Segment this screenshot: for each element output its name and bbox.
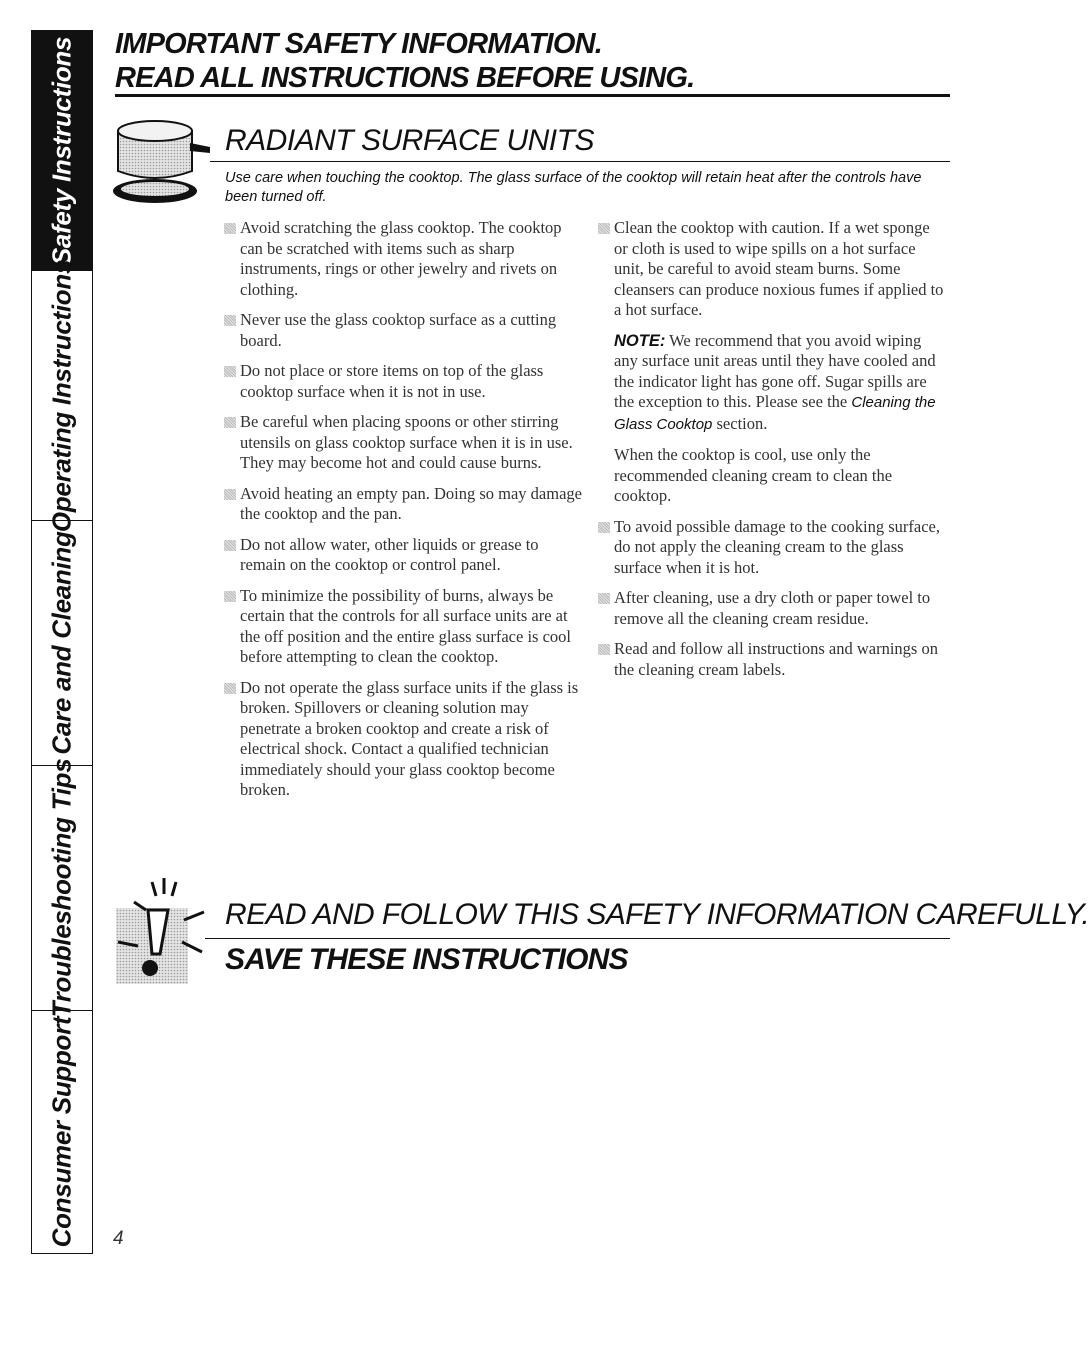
tab-troubleshooting-tips[interactable]	[32, 758, 92, 1018]
tab-label: Operating Instructions	[46, 259, 77, 532]
tab-label: Safety Instructions	[46, 36, 77, 265]
tab-safety-instructions[interactable]	[32, 30, 92, 270]
page-header	[115, 27, 694, 95]
header-line-1: IMPORTANT SAFETY INFORMATION.	[115, 28, 602, 60]
bullet-icon	[224, 489, 236, 500]
tab-care-and-cleaning[interactable]	[32, 520, 92, 765]
bullet-icon	[224, 366, 236, 377]
bullet-icon	[224, 591, 236, 602]
list-item: Never use the glass cooktop surface as a cutting board.	[222, 310, 582, 351]
header-rule	[115, 94, 950, 97]
bullet-icon	[598, 223, 610, 234]
list-item: Read and follow all instructions and warnings on the cleaning cream labels.	[596, 639, 946, 680]
note-paragraph: NOTE: We recommend that you avoid wiping any surface unit areas until they have cooled and the indicator light has gone off. Sugar spills are the exception to this. Please see the Cleaning the Glass Cooktop section.	[614, 330, 936, 433]
warning-exclamation-icon	[110, 870, 220, 995]
right-column	[596, 218, 946, 690]
cooktop-pan-icon	[110, 113, 215, 213]
banner-rule	[205, 938, 950, 939]
bullet-icon	[224, 683, 236, 694]
save-instructions-heading: SAVE THESE INSTRUCTIONS	[225, 943, 628, 976]
tab-label: Care and Cleaning	[46, 531, 77, 755]
section-rule	[210, 161, 950, 162]
list-item: Be careful when placing spoons or other stirring utensils on glass cooktop surface when it is in use. They may become hot and could cause burns.	[222, 412, 582, 474]
bullet-icon	[598, 593, 610, 604]
list-item: Clean the cooktop with caution. If a wet sponge or cloth is used to wipe spills on a hot surface unit, be careful to avoid steam burns. Some cleansers can produce noxious fumes if applied to a hot surface.	[596, 218, 946, 321]
bullet-icon	[224, 417, 236, 428]
left-column	[222, 218, 582, 811]
cool-paragraph: When the cooktop is cool, use only the recommended cleaning cream to clean the cooktop.	[614, 445, 893, 505]
tab-consumer-support[interactable]	[32, 1010, 92, 1253]
header-line-2: READ ALL INSTRUCTIONS BEFORE USING.	[115, 62, 695, 94]
tab-label: Consumer Support	[46, 1016, 77, 1248]
section-intro: Use care when touching the cooktop. The glass surface of the cooktop will retain heat after the controls have been turned off.	[225, 170, 922, 205]
bullet-icon	[224, 223, 236, 234]
list-item: Avoid heating an empty pan. Doing so may damage the cooktop and the pan.	[222, 484, 582, 525]
tab-operating-instructions[interactable]	[32, 259, 92, 532]
list-item: Do not allow water, other liquids or grease to remain on the cooktop or control panel.	[222, 535, 582, 576]
list-item: Avoid scratching the glass cooktop. The cooktop can be scratched with items such as sharp instruments, rings or other jewelry and rivets on clothing.	[222, 218, 582, 300]
section-title: RADIANT SURFACE UNITS	[225, 124, 594, 157]
bullet-icon	[598, 644, 610, 655]
section-tabs	[31, 30, 93, 1254]
list-item: After cleaning, use a dry cloth or paper towel to remove all the cleaning cream residue.	[596, 588, 946, 629]
bullet-icon	[598, 522, 610, 533]
list-item: To minimize the possibility of burns, always be certain that the controls for all surface units are at the off position and the entire glass surface is cool before attempting to clean the cooktop.	[222, 586, 582, 668]
tab-label: Troubleshooting Tips	[46, 758, 77, 1018]
bullet-icon	[224, 540, 236, 551]
page-number: 4	[113, 1228, 124, 1249]
list-item: Do not operate the glass surface units if the glass is broken. Spillovers or cleaning solution may penetrate a broken cooktop and create a risk of electrical shock. Contact a qualified technician immediately should your glass cooktop become broken.	[222, 678, 582, 801]
read-follow-heading: READ AND FOLLOW THIS SAFETY INFORMATION CAREFULLY.	[225, 898, 1089, 931]
bullet-icon	[224, 315, 236, 326]
note-label: NOTE:	[614, 331, 666, 350]
list-item: To avoid possible damage to the cooking surface, do not apply the cleaning cream to the glass surface when it is hot.	[596, 517, 946, 579]
note-reference: Cleaning the Glass Cooktop	[614, 394, 936, 433]
list-item: Do not place or store items on top of the glass cooktop surface when it is not in use.	[222, 361, 582, 402]
